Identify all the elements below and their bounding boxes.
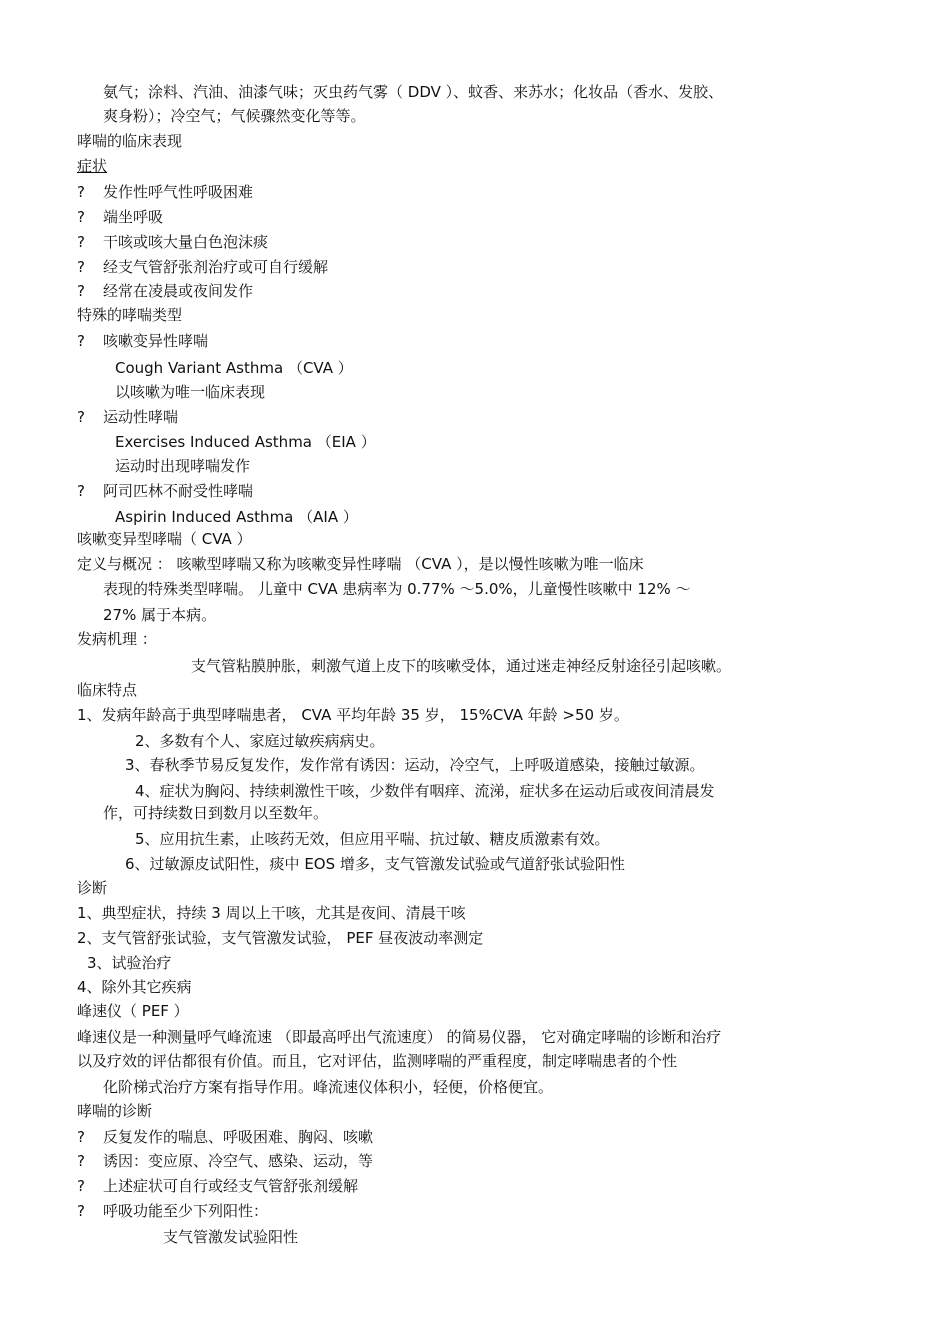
text-line: 1、发病年龄高于典型哮喘患者， CVA 平均年龄 35 岁， 15%CVA 年龄 >50 岁。 — [77, 706, 629, 724]
text-line: 以及疗效的评估都很有价值。而且，它对评估，监测哮喘的严重程度，制定哮喘患者的个性 — [77, 1052, 678, 1070]
list-item-text: 运动性哮喘 — [103, 408, 179, 426]
text-line: 3、春秋季节易反复发作，发作常有诱因：运动，冷空气，上呼吸道感染，接触过敏源。 — [125, 756, 705, 774]
list-item — [77, 281, 253, 301]
list-item — [77, 257, 328, 277]
list-item-text: 端坐呼吸 — [103, 208, 164, 226]
text-line: 作，可持续数日到数月以至数年。 — [103, 804, 329, 822]
text-line: Aspirin Induced Asthma （AIA ） — [115, 508, 358, 526]
section-heading: 哮喘的诊断 — [77, 1102, 153, 1120]
list-item-text: 咳嗽变异性哮喘 — [103, 332, 209, 350]
list-item-text: 经常在凌晨或夜间发作 — [103, 282, 254, 300]
list-item — [77, 407, 178, 427]
bullet-mark: ? — [77, 408, 85, 426]
list-item-text: 反复发作的喘息、呼吸困难、胸闷、咳嗽 — [103, 1128, 374, 1146]
text-line: 4、症状为胸闷、持续刺激性干咳，少数伴有咽痒、流涕，症状多在运动后或夜间清晨发 — [135, 782, 715, 800]
list-item-text: 干咳或咳大量白色泡沫痰 — [103, 233, 269, 251]
bullet-mark: ? — [77, 1177, 85, 1195]
list-item — [77, 481, 253, 501]
text-line: 1、典型症状，持续 3 周以上干咳，尤其是夜间、清晨干咳 — [77, 904, 466, 922]
bullet-mark: ? — [77, 183, 85, 201]
text-line: Cough Variant Asthma （CVA ） — [115, 359, 353, 377]
list-item-text: 上述症状可自行或经支气管舒张剂缓解 — [103, 1177, 359, 1195]
text-line: 2、多数有个人、家庭过敏疾病病史。 — [135, 732, 385, 750]
text-line: 2、支气管舒张试验，支气管激发试验， PEF 昼夜波动率测定 — [77, 929, 484, 947]
bullet-mark: ? — [77, 332, 85, 350]
section-heading: 发病机理 ： — [77, 630, 157, 648]
bullet-mark: ? — [77, 482, 85, 500]
list-item — [77, 1127, 373, 1147]
text-line: 峰速仪是一种测量呼气峰流速 （即最高呼出气流速度） 的简易仪器， 它对确定哮喘的诊断和治疗 — [77, 1028, 722, 1046]
section-heading: 哮喘的临床表现 — [77, 132, 183, 150]
list-item-text: 发作性呼气性呼吸困难 — [103, 183, 254, 201]
text-line: 支气管粘膜肿胀，刺激气道上皮下的咳嗽受体，通过迷走神经反射途径引起咳嗽。 — [191, 657, 732, 675]
list-item-text: 阿司匹林不耐受性哮喘 — [103, 482, 254, 500]
text-line: 支气管激发试验阳性 — [163, 1228, 299, 1246]
bullet-mark: ? — [77, 282, 85, 300]
list-item — [77, 232, 268, 252]
bullet-mark: ? — [77, 208, 85, 226]
text-line: 定义与概况 ： 咳嗽型哮喘又称为咳嗽变异性哮喘 （CVA ），是以慢性咳嗽为唯一临床 — [77, 555, 644, 573]
section-heading: 临床特点 — [77, 681, 138, 699]
list-item — [77, 182, 253, 202]
section-heading: 特殊的哮喘类型 — [77, 306, 183, 324]
section-heading: 诊断 — [77, 879, 108, 897]
list-item-text: 呼吸功能至少下列阳性： — [103, 1202, 269, 1220]
list-item — [77, 331, 208, 351]
bullet-mark: ? — [77, 233, 85, 251]
list-item — [77, 1201, 268, 1221]
text-line: 3、试验治疗 — [87, 954, 172, 972]
bullet-mark: ? — [77, 1128, 85, 1146]
text-line: 氨气；涂料、汽油、油漆气味；灭虫药气雾（ DDV ）、蚊香、来苏水；化妆品（香水、发胶、 — [103, 83, 724, 101]
list-item — [77, 1176, 358, 1196]
list-item — [77, 1151, 373, 1171]
bullet-mark: ? — [77, 258, 85, 276]
text-line: 表现的特殊类型哮喘。 儿童中 CVA 患病率为 0.77% ～5.0%，儿童慢性咳嗽中 12% ～ — [103, 580, 691, 598]
text-line: 6、过敏源皮试阳性，痰中 EOS 增多，支气管激发试验或气道舒张试验阳性 — [125, 855, 625, 873]
list-item — [77, 207, 163, 227]
text-line: 化阶梯式治疗方案有指导作用。峰流速仪体积小，轻便，价格便宜。 — [103, 1078, 554, 1096]
text-line: 爽身粉）；冷空气；气候骤然变化等等。 — [103, 107, 366, 125]
bullet-mark: ? — [77, 1152, 85, 1170]
text-line: 5、应用抗生素，止咳药无效，但应用平喘、抗过敏、糖皮质激素有效。 — [135, 830, 610, 848]
list-item-text: 经支气管舒张剂治疗或可自行缓解 — [103, 258, 329, 276]
text-line: 运动时出现哮喘发作 — [115, 457, 251, 475]
text-line: 以咳嗽为唯一临床表现 — [115, 383, 266, 401]
subsection-heading: 症状 — [77, 157, 108, 175]
text-line: Exercises Induced Asthma （EIA ） — [115, 433, 376, 451]
bullet-mark: ? — [77, 1202, 85, 1220]
list-item-text: 诱因：变应原、冷空气、感染、运动，等 — [103, 1152, 374, 1170]
text-line: 27% 属于本病。 — [103, 606, 217, 624]
section-heading: 峰速仪（ PEF ） — [77, 1002, 189, 1020]
section-heading: 咳嗽变异型哮喘（ CVA ） — [77, 530, 252, 548]
text-line: 4、除外其它疾病 — [77, 978, 192, 996]
